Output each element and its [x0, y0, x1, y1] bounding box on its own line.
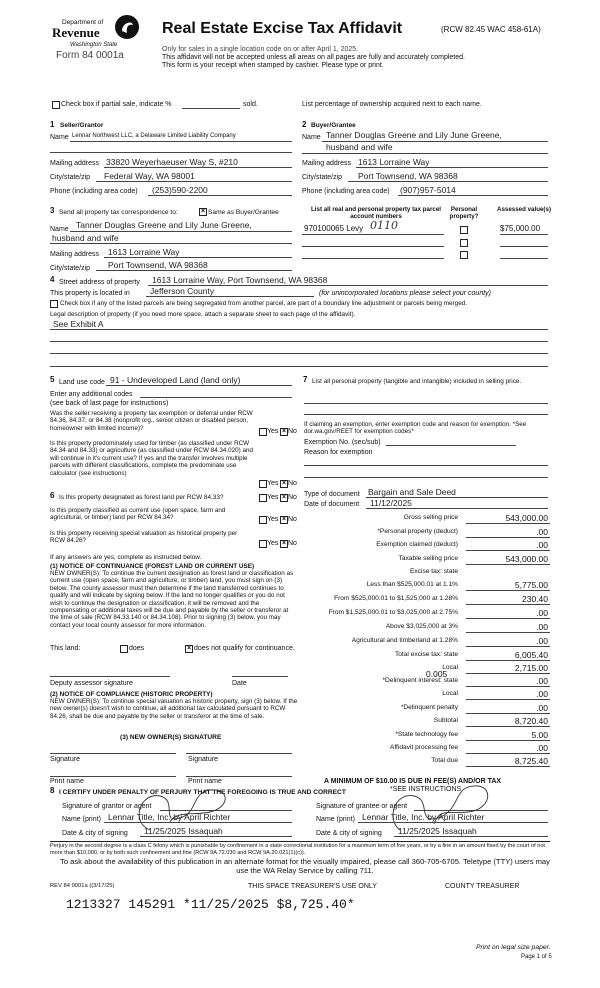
section-1-number: 1 [50, 120, 55, 129]
does-checkbox[interactable] [120, 645, 128, 653]
correspondence-city-line [96, 270, 292, 271]
tax-row-value[interactable]: .00 [536, 743, 548, 753]
tax-row-line [466, 632, 550, 633]
street-label: Street address of property [59, 279, 140, 286]
header-note-2: This affidavit will not be accepted unless all areas on all pages are fully and accurately completed. [162, 54, 465, 61]
tax-row-label: Local [442, 690, 458, 697]
q6-3-no: No [288, 540, 297, 547]
buyer-phone-label: Phone (including area code) [302, 188, 390, 195]
if-any-yes: If any answers are yes, complete as instructed below. [50, 554, 202, 561]
dept-line: Department of [62, 19, 104, 26]
q6-3-yes: Yes [267, 540, 279, 547]
tax-row-value[interactable]: .00 [536, 608, 548, 618]
section-8-number: 8 [50, 786, 55, 795]
q-forest: Is this property designated as forest land per RCW 84.33? [59, 494, 224, 501]
q6-2-yes: Yes [267, 516, 279, 523]
notice-compliance-text: NEW OWNER(S): To continue special valuation as historic property, sign (3) below. If the new owner(s) doesn't wish to continue, all additional tax calculated pursuant to RCW 84.26, shall be due and payable by the seller or transferor at the time of sale. [50, 698, 298, 720]
revenue-logo-icon [114, 14, 140, 40]
seller-name[interactable]: Lennar Northwest LLC, a Delaware Limited Liability Company [72, 133, 236, 139]
owner-sig-line-2 [186, 753, 292, 754]
tax-row-line [466, 766, 550, 767]
legal-line-2 [50, 341, 548, 342]
segregated-checkbox[interactable] [50, 300, 58, 308]
tax-row-line [466, 618, 550, 619]
seller-city-label: City/state/zip [50, 174, 91, 181]
footer-divider [50, 841, 550, 842]
section-5-number: 5 [50, 375, 55, 384]
tax-row-line [466, 537, 550, 538]
tax-row-label: Taxable selling price [398, 555, 458, 562]
correspondence-heading: Send all property tax correspondence to: [59, 209, 178, 216]
buyer-name-label: Name [302, 134, 321, 141]
q2-no-checkbox[interactable]: × [281, 480, 287, 487]
exemption-no-line [386, 445, 516, 446]
seller-mailing[interactable]: 33820 Weyerhaeuser Way S, #210 [106, 157, 238, 167]
tax-row-value[interactable]: 543,000.00 [505, 513, 548, 523]
deputy-sig-line [50, 676, 170, 677]
tax-row-label: Affidavit processing fee [389, 744, 458, 751]
q1-yes-checkbox[interactable] [259, 428, 267, 436]
tax-row-label: *Personal property (deduct) [377, 528, 458, 535]
deputy-label: Deputy assessor signature [50, 680, 133, 687]
buyer-city-label: City/state/zip [302, 174, 343, 181]
see-back-label: (see back of last page for instructions) [50, 400, 169, 407]
notice-continuance-text: NEW OWNER(S): To continue the current designation as forest land or classification as current use (open space, farm and agriculture, or timber) land, you must sign on (3) below. The county assessor must then determine if the land transferred continues to qualify and will indicate by signing below. If the land no longer qualifies or you do not wish to continue the designation or classification, it will be removed and the compensating or additional taxes will be due and payable by the seller or transferor at the time of sale (RCW 84.33.140 or 84.34.108). Prior to signing (3) below, you may contact your local county assessor for more information. [50, 570, 294, 629]
county-treasurer: COUNTY TREASURER [445, 883, 520, 890]
tax-row-line [466, 699, 550, 700]
same-as-buyer-checkbox[interactable]: × [200, 208, 206, 215]
legal-line-3 [50, 353, 548, 354]
form-number: Form 84 0001a [56, 50, 124, 61]
header-note-3: This form is your receipt when stamped by cashier. Please type or print. [162, 62, 384, 69]
assessed-value-col-header: Assessed value(s) [497, 206, 551, 213]
perjury-notice: Perjury in the second degree is a class C felony which is punishable by confinement in a state correctional institution for a maximum term of five years, or by a fine in an amount fixed by the court of not more than $10,000, or by both such confinement and fine (RCW 9A.72.030 and RCW 9A.20.021(1)(c)). [50, 843, 545, 856]
tax-row-value[interactable]: 2,715.00 [514, 663, 548, 673]
tax-row-value[interactable]: 230.40 [522, 594, 548, 604]
grantee-sig-label: Signature of grantee or agent [316, 803, 408, 810]
tax-row-label: Local [442, 664, 458, 671]
owner-sig-line-1 [50, 753, 176, 754]
correspondence-name-2[interactable]: husband and wife [52, 233, 119, 243]
tax-row-line [466, 660, 550, 661]
legal-description[interactable]: See Exhibit A [53, 319, 104, 329]
assessed-line-3 [500, 258, 548, 259]
q6-2-no: No [288, 516, 297, 523]
buyer-phone-line [398, 195, 548, 196]
tax-row-label: Gross selling price [403, 514, 458, 521]
grantee-name[interactable]: Lennar Title, Inc. by April Richter [362, 812, 485, 822]
partial-sale-checkbox[interactable] [52, 101, 60, 109]
correspondence-mailing[interactable]: 1613 Lorraine Way [108, 247, 180, 257]
owner-sig-label-1: Signature [50, 756, 80, 763]
segregated-label: Check box if any of the listed parcels are being segregated from another parcel, are part of a boundary line adjustment or parcels being merged. [60, 300, 468, 307]
grantor-sig-label: Signature of grantor or agent [62, 803, 152, 810]
parcel-line-2 [302, 246, 444, 247]
section-4-number: 4 [50, 275, 55, 284]
q6-3-yes-checkbox[interactable] [259, 540, 267, 548]
sold-label: sold. [243, 101, 258, 108]
state-text: Washington State [70, 42, 118, 48]
correspondence-name-1[interactable]: Tanner Douglas Greene and Lily June Greene, [76, 220, 252, 230]
correspondence-city[interactable]: Port Townsend, WA 98368 [108, 260, 208, 270]
tax-row-label: Agricultural and timberland at 1.28% [351, 637, 458, 644]
doc-date-line [366, 508, 548, 509]
this-land-label: This land: [50, 645, 81, 652]
doc-date[interactable]: 11/12/2025 [370, 498, 412, 508]
minimum-due: A MINIMUM OF $10.00 IS DUE IN FEE(S) AND/OR TAX [324, 778, 502, 785]
tax-row-line [466, 686, 550, 687]
new-owner-sig-title: (3) NEW OWNER(S) SIGNATURE [120, 734, 222, 741]
q2-yes-checkbox[interactable] [259, 480, 267, 488]
personal-property-line-1 [304, 403, 548, 404]
q2-no: No [288, 480, 297, 487]
list-pct-note: List percentage of ownership acquired next to each name. [302, 101, 482, 108]
tax-row-line [466, 726, 550, 727]
tax-row-line [466, 646, 550, 647]
personal-property-text: List all personal property (tangible and intangible) included in selling price. [312, 378, 522, 385]
correspondence-city-label: City/state/zip [50, 265, 91, 272]
personal-property-checkbox-1[interactable] [460, 226, 468, 234]
tax-row-label: Less than $525,000.01 at 1.1% [366, 581, 458, 588]
notice-compliance-title: (2) NOTICE OF COMPLIANCE (HISTORIC PROPERTY) [50, 691, 213, 698]
correspondence-mailing-line [104, 257, 292, 258]
section-2-number: 2 [302, 120, 307, 129]
seller-name-line-2 [50, 152, 292, 153]
q2-yes: Yes [267, 480, 279, 487]
owner-print-label-1: Print name [50, 778, 84, 785]
does-not-checkbox[interactable]: × [186, 645, 192, 652]
seller-mailing-line [104, 167, 292, 168]
does-not-label: does not qualify for continuance. [194, 645, 295, 652]
legal-label: Legal description of property (if you need more space, attach a separate sheet to each page of the affidavit). [50, 311, 356, 318]
tax-row-label: *Delinquent penalty [400, 704, 458, 711]
personal-property-checkbox-3[interactable] [460, 251, 468, 259]
tax-row-line [466, 673, 550, 674]
grantee-date-line [394, 836, 548, 837]
assessed-value[interactable]: $75,000.00 [500, 224, 541, 233]
reason-label: Reason for exemption [304, 449, 373, 456]
buyer-city[interactable]: Port Townsend, WA 98368 [358, 171, 458, 181]
q1-yes: Yes [267, 428, 279, 435]
tax-row-value[interactable]: .00 [536, 622, 548, 632]
buyer-mailing-label: Mailing address [302, 160, 352, 167]
q6-2-no-checkbox[interactable]: × [281, 516, 287, 523]
buyer-heading: Buyer/Grantee [311, 122, 356, 129]
seller-phone-label: Phone (including area code) [50, 188, 138, 195]
tax-row-value[interactable]: 5.00 [531, 730, 548, 740]
q6-1-yes: Yes [267, 494, 279, 501]
same-as-buyer-label: Same as Buyer/Grantee [208, 209, 279, 216]
exemption-no-label: Exemption No. (sec/sub) [304, 439, 381, 446]
tax-row-value[interactable]: .00 [536, 527, 548, 537]
tax-row-value[interactable]: 543,000.00 [505, 554, 548, 564]
grantee-name-label: Name (print) [316, 816, 355, 823]
alt-format-notice: To ask about the availability of this publication in an alternate format for the visually impaired, please call 360-705-6705. Teletype (TTY) users may use the WA Relay Service by calling 711. [60, 857, 550, 875]
personal-property-checkbox-2[interactable] [460, 239, 468, 247]
seller-city-line [96, 181, 292, 182]
certify-text: I CERTIFY UNDER PENALTY OF PERJURY THAT THE FOREGOING IS TRUE AND CORRECT [59, 789, 346, 796]
notice-continuance-title: (1) NOTICE OF CONTINUANCE (FOREST LAND OR CURRENT USE) [50, 563, 255, 570]
q6-1-yes-checkbox[interactable] [259, 494, 267, 502]
tax-row-label: Excise tax: state [409, 568, 458, 575]
additional-codes-label: Enter any additional codes [50, 391, 133, 398]
page-number: Page 1 of 5 [521, 954, 552, 960]
q-current-use: Is this property classified as current use (open space, farm and agricultural, or timber) land per RCW 84.34? [50, 507, 226, 522]
parcel-line-3 [302, 258, 444, 259]
tax-row-line [466, 550, 550, 551]
q6-1-no: No [288, 494, 297, 501]
assessed-line-2 [500, 246, 548, 247]
buyer-mailing-line [356, 167, 548, 168]
correspondence-name-line-2 [50, 243, 292, 244]
page-title: Real Estate Excise Tax Affidavit [162, 20, 403, 37]
partial-sale-line [182, 108, 240, 109]
tax-row-line [466, 753, 550, 754]
tax-row-label: Above $3,025,000 at 3% [385, 623, 458, 630]
seller-phone[interactable]: (253)590-2200 [152, 185, 208, 195]
grantor-name-label: Name (print) [62, 816, 101, 823]
tax-row-label: From $1,525,000.01 to $3,025,000 at 2.75% [328, 609, 458, 616]
rev-number: REV 84 0001a ((3/17/25) [50, 883, 115, 889]
seller-city[interactable]: Federal Way, WA 98001 [104, 171, 195, 181]
grantor-date-line [140, 836, 292, 837]
treasurer-use: THIS SPACE TREASURER'S USE ONLY [248, 883, 377, 890]
tax-row-label: Total excise tax: state [394, 651, 458, 658]
land-use-label: Land use code [59, 379, 105, 386]
tax-row-value[interactable]: 8,720.40 [514, 716, 548, 726]
legal-paper-note: Print on legal size paper. [476, 944, 551, 951]
grantor-date[interactable]: 11/25/2025 Issaquah [144, 826, 223, 836]
seller-name-label: Name [50, 134, 69, 141]
owner-print-label-2: Print name [188, 778, 222, 785]
rcw-reference: (RCW 82.45 WAC 458-61A) [441, 25, 541, 34]
q1-no: No [288, 428, 297, 435]
located-county[interactable]: Jefferson County [150, 286, 215, 296]
tax-row-value[interactable]: .00 [536, 636, 548, 646]
street-address[interactable]: 1613 Lorraine Way, Port Townsend, WA 98368 [152, 275, 328, 285]
revenue-logo-text: Revenue [52, 25, 100, 40]
legal-line-4 [50, 366, 548, 367]
header-note-1: Only for sales in a single location code on or after April 1, 2025. [162, 46, 359, 53]
levy-handwritten: 0110 [370, 219, 398, 232]
tax-row-value[interactable]: 8,725.40 [514, 756, 548, 766]
buyer-name-line-2 [302, 153, 548, 154]
deputy-date-line [232, 676, 288, 677]
tax-row-value[interactable]: 5,775.00 [514, 580, 548, 590]
located-label: This property is located in [50, 290, 130, 297]
grantee-date[interactable]: 11/25/2025 Issaquah [398, 826, 477, 836]
tax-row-label: Exemption claimed (deduct) [376, 541, 458, 548]
doc-date-label: Date of document [304, 501, 360, 508]
tax-row-line [466, 590, 550, 591]
personal-property-col-header: Personal property? [449, 206, 479, 221]
reason-line-2 [304, 477, 548, 478]
tax-row-value[interactable]: .00 [536, 703, 548, 713]
q6-3-no-checkbox[interactable]: × [281, 540, 287, 547]
tax-row-line [466, 564, 550, 565]
tax-row-value[interactable]: .00 [536, 540, 548, 550]
legal-line-1 [50, 329, 548, 330]
tax-row-value[interactable]: .00 [536, 689, 548, 699]
correspondence-name-label: Name [50, 226, 69, 233]
grantor-name-line [104, 822, 292, 823]
grantor-name[interactable]: Lennar Title, Inc. by April Richter [108, 812, 231, 822]
land-use-code[interactable]: 91 - Undeveloped Land (land only) [110, 375, 241, 385]
tax-row-line [466, 523, 550, 524]
buyer-name-1[interactable]: Tanner Douglas Greene and Lily June Greene, [326, 130, 502, 140]
doc-type-label: Type of document [304, 491, 360, 498]
partial-sale-label: Check box if partial sale, indicate % [61, 101, 172, 108]
treasurer-stamp: 1213327 145291 *11/25/2025 $8,725.40* [66, 897, 355, 912]
grantor-date-label: Date & city of signing [62, 830, 128, 837]
tax-row-value[interactable]: 6,005.40 [514, 650, 548, 660]
section-6-number: 6 [50, 491, 55, 500]
buyer-phone[interactable]: (907)957-5014 [400, 185, 456, 195]
q1-no-checkbox[interactable]: × [281, 428, 287, 435]
exemption-text: If claiming an exemption, enter exemption code and reason for exemption. *See dor.wa.gov/REET for exemption codes* [304, 421, 527, 436]
see-instructions: *SEE INSTRUCTIONS [390, 786, 462, 793]
local-rate[interactable]: 0.005 [426, 669, 448, 679]
q-historic: Is this property receiving special valuation as historical property per RCW 84.26? [50, 530, 238, 545]
does-label: does [129, 645, 145, 652]
tax-row-label: *State technology fee [395, 731, 458, 738]
located-note: (for unincorporated locations please select your county) [319, 290, 491, 297]
owner-sig-label-2: Signature [188, 756, 218, 763]
correspondence-mailing-label: Mailing address [50, 251, 100, 258]
seller-mailing-label: Mailing address [50, 160, 100, 167]
tax-row-label: Total due [431, 757, 458, 764]
tax-row-label: *Delinquent interest: state [382, 677, 458, 684]
seller-heading: Seller/Grantor [60, 122, 104, 129]
land-use-line [106, 385, 292, 386]
tax-row-line [466, 740, 550, 741]
tax-row-label: Subtotal [433, 717, 458, 724]
additional-codes-line [140, 397, 292, 398]
buyer-mailing[interactable]: 1613 Lorraine Way [358, 157, 430, 167]
parcel-line-1 [302, 234, 444, 235]
q6-2-yes-checkbox[interactable] [259, 516, 267, 524]
tax-row-line [466, 604, 550, 605]
located-line [146, 296, 314, 297]
section-3-number: 3 [50, 206, 55, 215]
section-7-number: 7 [303, 375, 308, 384]
seller-phone-line [148, 195, 292, 196]
reason-line-1 [304, 465, 548, 466]
grantee-date-label: Date & city of signing [316, 830, 382, 837]
personal-property-line-2 [304, 414, 548, 415]
seller-name-line [70, 141, 292, 142]
q-exemption: Was the seller receiving a property tax exemption or deferral under RCW 84.36, 84.37, or 84.38 (nonprofit org., senior citizen or disabled person, homeowner with limited income)? [50, 410, 253, 432]
parcel-number[interactable]: 970100065 Levy [304, 224, 364, 233]
grantee-name-line [358, 822, 548, 823]
buyer-city-line [348, 181, 548, 182]
parcel-col-header: List all real and personal property tax parcel account numbers [311, 206, 441, 221]
tax-row-line [466, 713, 550, 714]
correspondence-name-line [70, 231, 292, 232]
tax-row-label: From $525,000.01 to $1,525,000 at 1.28% [334, 595, 458, 602]
q-timber: Is this property predominately used for timber (as classified under RCW 84.34 and 84.33) or agriculture (as classified under RCW 84.34.020) and will continue in it's current use? If yes and the transfer involves multiple parcels with different classifications, complete the predominate use calculator (see instructions) [50, 440, 254, 477]
doc-type[interactable]: Bargain and Sale Deed [368, 487, 456, 497]
q6-1-no-checkbox[interactable]: × [281, 494, 287, 501]
assessed-line-1 [500, 234, 548, 235]
tax-row-value[interactable]: .00 [536, 676, 548, 686]
buyer-name-2[interactable]: husband and wife [326, 142, 393, 152]
deputy-date-label: Date [232, 680, 247, 687]
